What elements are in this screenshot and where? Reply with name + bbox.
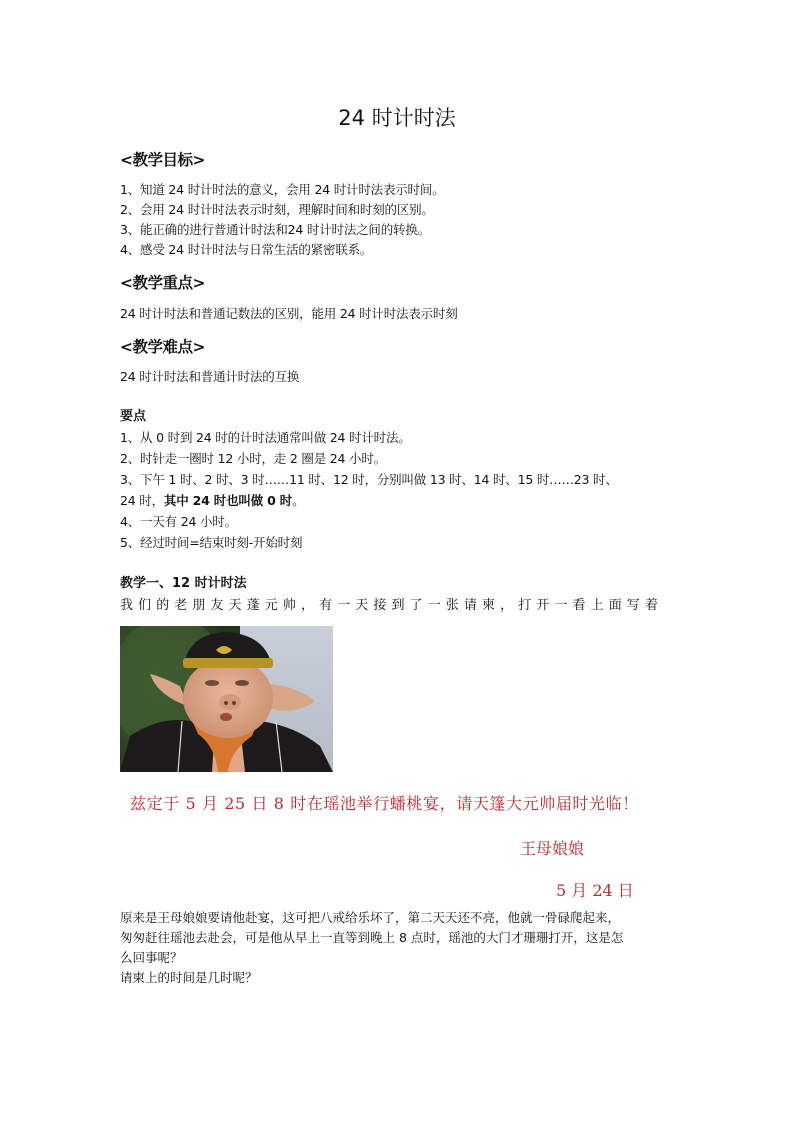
essential-item: 3、下午 1 时、2 时、3 时……11 时、12 时，分别叫做 13 时、14 时、15 时……23 时、 [120, 472, 618, 487]
invitation-text: 兹定于 5 月 25 日 8 时在瑶池举行蟠桃宴，请天篷大元帅届时光临！ [130, 794, 639, 813]
lesson1-heading: 教学一、12 时计时法 [120, 576, 247, 591]
objective-item: 4、感受 24 时计时法与日常生活的紧密联系。 [120, 242, 373, 257]
invitation-date: 5 月 24 日 [556, 881, 634, 900]
objective-item: 2、会用 24 时计时法表示时刻，理解时间和时刻的区别。 [120, 202, 434, 217]
key-points-text: 24 时计时法和普通记数法的区别，能用 24 时计时法表示时刻 [120, 306, 458, 321]
essential-item: 4、一天有 24 小时。 [120, 514, 237, 529]
story-line: 匆匆赶往瑶池去赴会，可是他从早上一直等到晚上 8 点时，瑶池的大门才珊珊打开，这是怎 [120, 930, 624, 945]
objective-item: 3、能正确的进行普通计时法和24 时计时法之间的转换。 [120, 222, 430, 237]
essential-cont-end: 。 [292, 493, 305, 508]
difficulties-text: 24 时计时法和普通计时法的互换 [120, 369, 300, 384]
essential-cont-normal: 24 时， [120, 493, 164, 508]
essential-item: 2、时针走一圈时 12 小时，走 2 圈是 24 小时。 [120, 451, 386, 466]
story-question: 请柬上的时间是几时呢？ [120, 970, 258, 985]
objectives-heading: <教学目标> [120, 151, 205, 169]
page-title: 24 时计时法 [338, 106, 456, 130]
essential-cont-bold: 其中 24 时也叫做 0 时 [163, 493, 293, 508]
essential-item-continuation [120, 491, 304, 511]
story-line: 么回事呢？ [120, 950, 183, 965]
lesson1-intro: 我们的老朋友天蓬元帅，有一天接到了一张请柬，打开一看上面写着 [120, 598, 664, 613]
essential-item: 5、经过时间=结束时刻-开始时刻 [120, 535, 303, 550]
key-points-heading: <教学重点> [120, 274, 205, 292]
marshal-tianpeng-photo [120, 626, 333, 772]
invitation-signature: 王母娘娘 [520, 839, 585, 858]
essentials-heading: 要点 [120, 409, 147, 424]
essential-item: 1、从 0 时到 24 时的计时法通常叫做 24 时计时法。 [120, 430, 411, 445]
objective-item: 1、知道 24 时计时法的意义，会用 24 时计时法表示时间。 [120, 182, 445, 197]
story-line: 原来是王母娘娘要请他赴宴，这可把八戒给乐坏了，第二天天还不亮，他就一骨碌爬起来， [120, 910, 621, 925]
difficulties-heading: <教学难点> [120, 338, 205, 356]
